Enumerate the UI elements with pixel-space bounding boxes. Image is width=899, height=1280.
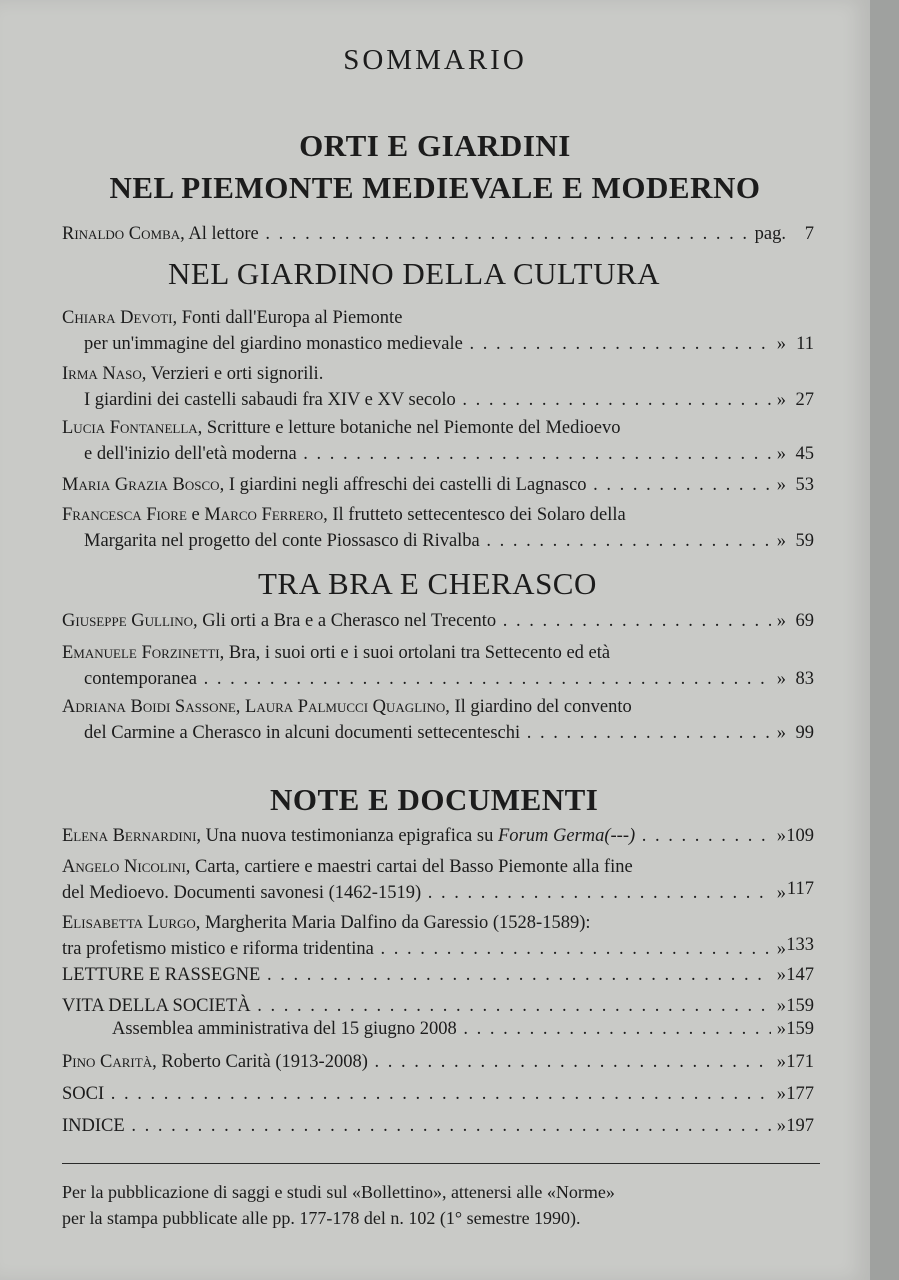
- entry-author: Pino Carità: [62, 1052, 153, 1072]
- toc-entry[interactable]: [62, 361, 786, 413]
- entry-author: Francesca Fiore: [62, 505, 187, 525]
- entry-title-italic: Forum Germa(---): [497, 826, 636, 846]
- entry-title: , Il giardino del convento: [445, 697, 632, 717]
- entry-title-cont: e dell'inizio dell'età moderna: [84, 444, 297, 464]
- toc-entry[interactable]: [62, 823, 786, 849]
- page-edge: [870, 0, 899, 1280]
- entry-title-cont: Margarita nel progetto del conte Piossasco di Rivalba: [84, 531, 480, 551]
- entry-title: , Bra, i suoi orti e i suoi ortolani tra Settecento ed età: [219, 643, 611, 663]
- page-number: 53: [795, 475, 814, 495]
- toc-entry-assemblea[interactable]: [62, 1016, 786, 1042]
- ditto-mark: »: [771, 528, 786, 554]
- toc-entry[interactable]: [62, 502, 786, 554]
- page-number: 27: [795, 390, 814, 410]
- toc-entry[interactable]: [62, 854, 786, 906]
- toc-entry[interactable]: [62, 472, 786, 498]
- entry-title-cont: per un'immagine del giardino monastico medievale: [84, 334, 463, 354]
- page-number: 11: [796, 334, 814, 354]
- page-number: 117: [786, 879, 814, 899]
- entry-author: Elena Bernardini: [62, 826, 197, 846]
- entry-title: , Verzieri e orti signorili.: [141, 364, 324, 384]
- toc-entry-soci[interactable]: [62, 1081, 786, 1107]
- entry-label: LETTURE E RASSEGNE: [62, 965, 261, 985]
- page-number: 99: [795, 723, 814, 743]
- entry-author-2: Laura Palmucci Quaglino: [245, 697, 446, 717]
- ditto-mark: »: [771, 331, 786, 357]
- page-number: 59: [795, 531, 814, 551]
- entry-author: Emanuele Forzinetti: [62, 643, 220, 663]
- entry-title-cont: del Medioevo. Documenti savonesi (1462-1519): [62, 883, 422, 903]
- toc-entry-intro[interactable]: [62, 221, 786, 247]
- toc-entry[interactable]: [62, 694, 786, 746]
- page-number: 133: [786, 935, 814, 955]
- footer-rule: [62, 1163, 820, 1164]
- toc-entry[interactable]: [62, 305, 786, 357]
- ditto-mark: »: [771, 880, 786, 906]
- entry-title-cont: I giardini dei castelli sabaudi fra XIV e XV secolo: [84, 390, 456, 410]
- page-number: 45: [795, 444, 814, 464]
- entry-author: Lucia Fontanella: [62, 418, 198, 438]
- entry-title: , I giardini negli affreschi dei castelli di Lagnasco: [219, 475, 587, 495]
- page-number: 159: [786, 1019, 814, 1039]
- entry-author-2: Marco Ferrero: [204, 505, 324, 525]
- page-number: 159: [786, 996, 814, 1016]
- entry-title: , Carta, cartiere e maestri cartai del Basso Piemonte alla fine: [185, 857, 633, 877]
- entry-author: Elisabetta Lurgo: [62, 913, 196, 933]
- page-number: 197: [786, 1116, 814, 1136]
- toc-entry-indice[interactable]: [62, 1113, 786, 1139]
- ditto-mark: »: [771, 441, 786, 467]
- ditto-mark: »: [771, 387, 786, 413]
- main-title-line1: ORTI E GIARDINI: [299, 128, 571, 163]
- entry-title: , Il frutteto settecentesco dei Solaro della: [323, 505, 626, 525]
- entry-separator: ,: [235, 697, 246, 717]
- section-heading-note: NOTE E DOCUMENTI: [270, 782, 599, 817]
- ditto-mark: »: [771, 720, 786, 746]
- entry-conjunction: e: [186, 505, 205, 525]
- page-number: 177: [786, 1084, 814, 1104]
- entry-title: , Scritture e letture botaniche nel Piemonte del Medioevo: [197, 418, 621, 438]
- footer-line-1: Per la pubblicazione di saggi e studi sul «Bollettino», attenersi alle «Norme»: [62, 1182, 615, 1202]
- entry-label: SOCI: [62, 1084, 105, 1104]
- ditto-mark: »: [771, 936, 786, 962]
- toc-entry-letture[interactable]: [62, 962, 786, 988]
- page-number: 147: [786, 965, 814, 985]
- section-heading-cultura: NEL GIARDINO DELLA CULTURA: [168, 256, 661, 291]
- page-number: 109: [786, 826, 814, 846]
- main-title-line2: NEL PIEMONTE MEDIEVALE E MODERNO: [109, 170, 761, 205]
- ditto-mark: »: [771, 962, 786, 988]
- toc-entry[interactable]: [62, 910, 786, 962]
- entry-title: , Roberto Carità (1913-2008): [152, 1052, 368, 1072]
- entry-author: Rinaldo Comba: [62, 224, 181, 244]
- entry-title: , Al lettore: [180, 224, 259, 244]
- entry-label: INDICE: [62, 1116, 125, 1136]
- entry-author: Giuseppe Gullino: [62, 611, 194, 631]
- ditto-mark: »: [771, 666, 786, 692]
- section-heading-bra-cherasco: TRA BRA E CHERASCO: [258, 566, 597, 601]
- ditto-mark: »: [771, 608, 786, 634]
- toc-entry[interactable]: [62, 640, 786, 692]
- ditto-mark: »: [771, 1113, 786, 1139]
- entry-title: , Gli orti a Bra e a Cherasco nel Trecento: [193, 611, 497, 631]
- footer-line-2: per la stampa pubblicate alle pp. 177-178 del n. 102 (1° semestre 1990).: [62, 1208, 581, 1228]
- entry-author: Chiara Devoti: [62, 308, 173, 328]
- entry-title-cont: contemporanea: [84, 669, 197, 689]
- ditto-mark: »: [771, 993, 786, 1019]
- toc-entry-carita[interactable]: [62, 1049, 786, 1075]
- page-ref-label: pag.: [749, 221, 786, 247]
- ditto-mark: »: [771, 1016, 786, 1042]
- page-number: 83: [795, 669, 814, 689]
- ditto-mark: »: [771, 1081, 786, 1107]
- entry-author: Adriana Boidi Sassone: [62, 697, 236, 717]
- entry-label: Assemblea amministrativa del 15 giugno 2008: [112, 1019, 457, 1039]
- toc-entry[interactable]: [62, 415, 786, 467]
- footer-note: [62, 1179, 820, 1231]
- page-number: 171: [786, 1052, 814, 1072]
- toc-entry[interactable]: [62, 608, 786, 634]
- entry-author: Maria Grazia Bosco: [62, 475, 220, 495]
- entry-title: , Fonti dall'Europa al Piemonte: [172, 308, 403, 328]
- entry-title: , Una nuova testimonianza epigrafica su: [196, 826, 498, 846]
- summary-heading: SOMMARIO: [343, 44, 527, 76]
- entry-author: Irma Naso: [62, 364, 142, 384]
- page-number: 7: [804, 224, 814, 244]
- entry-title-cont: del Carmine a Cherasco in alcuni documenti settecenteschi: [84, 723, 521, 743]
- entry-title: , Margherita Maria Dalfino da Garessio (1528-1589):: [195, 913, 591, 933]
- entry-title-cont: tra profetismo mistico e riforma tridentina: [62, 939, 374, 959]
- entry-author: Angelo Nicolini: [62, 857, 186, 877]
- page-number: 69: [795, 611, 814, 631]
- entry-label: VITA DELLA SOCIETÀ: [62, 996, 251, 1016]
- ditto-mark: »: [771, 472, 786, 498]
- ditto-mark: »: [771, 1049, 786, 1075]
- ditto-mark: »: [771, 823, 786, 849]
